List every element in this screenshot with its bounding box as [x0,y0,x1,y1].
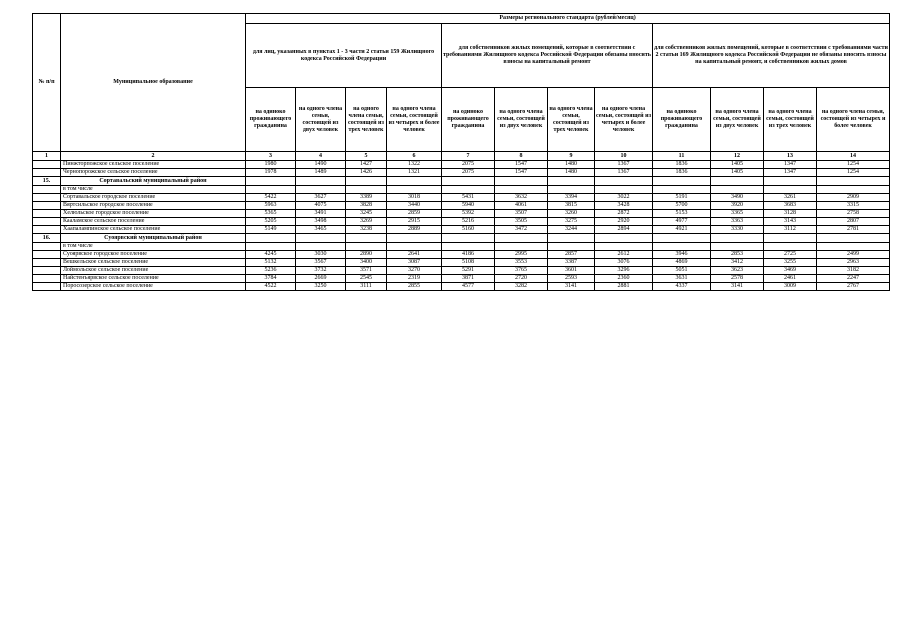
value-cell: 5216 [442,218,495,226]
empty-cell [711,234,764,243]
value-cell: 3275 [548,218,595,226]
column-number-cell: 11 [653,152,711,161]
empty-cell [442,243,495,251]
table-row [33,161,890,169]
value-cell: 5963 [246,202,296,210]
empty-cell [548,177,595,186]
empty-cell [246,177,296,186]
value-cell: 3363 [711,218,764,226]
value-cell: 3111 [346,283,387,291]
value-cell: 1836 [653,161,711,169]
value-cell: 5422 [246,194,296,202]
value-cell: 3920 [711,202,764,210]
column-number-cell: 4 [296,152,346,161]
col-subheader: на одного члена семьи, состоящей из четырех и более человек [387,88,442,152]
empty-cell [764,177,817,186]
table-row [33,251,890,259]
value-cell: 3076 [595,259,653,267]
value-cell: 3412 [711,259,764,267]
value-cell: 4245 [246,251,296,259]
column-number-cell: 5 [346,152,387,161]
empty-cell [764,186,817,194]
table-row [33,226,890,234]
empty-cell [442,186,495,194]
value-cell: 4186 [442,251,495,259]
value-cell: 3632 [495,194,548,202]
value-cell: 3270 [387,267,442,275]
value-cell: 2360 [595,275,653,283]
district-index-cell: 15. [33,177,61,186]
value-cell: 3567 [296,259,346,267]
value-cell: 2857 [548,251,595,259]
value-cell: 3683 [764,202,817,210]
value-cell: 2319 [387,275,442,283]
value-cell: 3871 [442,275,495,283]
value-cell: 3141 [548,283,595,291]
value-cell: 3022 [595,194,653,202]
row-index-cell [33,210,61,218]
value-cell: 3330 [711,226,764,234]
column-number-cell: 12 [711,152,764,161]
empty-cell [346,186,387,194]
column-number-cell: 9 [548,152,595,161]
value-cell: 5291 [442,267,495,275]
empty-cell [817,243,890,251]
value-cell: 5392 [442,210,495,218]
row-index-cell [33,275,61,283]
value-cell: 3260 [548,210,595,218]
table-row [33,218,890,226]
value-cell: 3112 [764,226,817,234]
value-cell: 3250 [296,283,346,291]
empty-cell [711,243,764,251]
value-cell: 2461 [764,275,817,283]
value-cell: 1254 [817,169,890,177]
value-cell: 1489 [296,169,346,177]
value-cell: 2641 [387,251,442,259]
table-row [33,259,890,267]
value-cell: 2499 [817,251,890,259]
value-cell: 3428 [595,202,653,210]
column-number-cell: 6 [387,152,442,161]
col-subheader: на одного члена семьи, состоящей из трех человек [548,88,595,152]
empty-cell [296,177,346,186]
value-cell: 1490 [296,161,346,169]
value-cell: 2578 [711,275,764,283]
col-subheader: на одного члена семьи, состоящей из двух человек [296,88,346,152]
value-cell: 3498 [296,218,346,226]
value-cell: 3631 [653,275,711,283]
value-cell: 2859 [387,210,442,218]
value-cell: 1321 [387,169,442,177]
value-cell: 1427 [346,161,387,169]
municipality-name-cell: Лоймольское сельское поселение [61,267,246,275]
district-name-cell: Суоярвский муниципальный район [61,234,246,243]
value-cell: 5191 [653,194,711,202]
value-cell: 3571 [346,267,387,275]
value-cell: 1405 [711,169,764,177]
including-row [33,186,890,194]
value-cell: 3018 [387,194,442,202]
regional-standard-table [32,13,890,291]
value-cell: 1547 [495,161,548,169]
value-cell: 3296 [595,267,653,275]
value-cell: 3469 [764,267,817,275]
district-name-cell: Сортавальский муниципальный район [61,177,246,186]
value-cell: 4061 [495,202,548,210]
value-cell: 5160 [442,226,495,234]
col-subheader: на одиноко проживающего гражданина [653,88,711,152]
value-cell: 2890 [346,251,387,259]
value-cell: 3623 [711,267,764,275]
value-cell: 3765 [495,267,548,275]
value-cell: 3238 [346,226,387,234]
empty-cell [595,186,653,194]
municipality-name-cell: Найстенъярвское сельское поселение [61,275,246,283]
empty-cell [296,234,346,243]
value-cell: 2909 [817,194,890,202]
value-cell: 4921 [653,226,711,234]
row-index-cell [33,161,61,169]
value-cell: 3182 [817,267,890,275]
value-cell: 1347 [764,161,817,169]
municipality-name-cell: Хелюльское городское поселение [61,210,246,218]
value-cell: 3732 [296,267,346,275]
empty-cell [387,177,442,186]
value-cell: 1426 [346,169,387,177]
value-cell: 2894 [595,226,653,234]
col-header-number: № п/п [33,14,61,152]
empty-cell [246,186,296,194]
value-cell: 1480 [548,161,595,169]
municipality-name-cell: Пинжторпожское сельское поселение [61,161,246,169]
value-cell: 2963 [817,259,890,267]
column-number-cell: 7 [442,152,495,161]
value-cell: 2669 [296,275,346,283]
municipality-name-cell: Кааламское сельское поселение [61,218,246,226]
value-cell: 2995 [495,251,548,259]
value-cell: 3507 [495,210,548,218]
value-cell: 3946 [653,251,711,259]
value-cell: 2920 [595,218,653,226]
value-cell: 3365 [711,210,764,218]
col-subheader: на одного члена семьи, состоящей из двух человек [711,88,764,152]
empty-cell [817,234,890,243]
municipality-name-cell: Суоярвское городское поселение [61,251,246,259]
col-subheader: на одного члена семьи, состоящей из трех человек [764,88,817,152]
empty-cell [653,186,711,194]
district-row [33,177,890,186]
value-cell: 3141 [711,283,764,291]
value-cell: 2545 [346,275,387,283]
value-cell: 3490 [711,194,764,202]
value-cell: 3261 [764,194,817,202]
value-cell: 3128 [764,210,817,218]
value-cell: 5051 [653,267,711,275]
empty-cell [653,243,711,251]
col-subheader: на одного члена семьи, состоящей из четырех и более человек [595,88,653,152]
value-cell: 1254 [817,161,890,169]
value-cell: 3491 [296,210,346,218]
row-index-cell [33,251,61,259]
value-cell: 3009 [764,283,817,291]
value-cell: 3627 [296,194,346,202]
empty-cell [495,186,548,194]
empty-cell [387,186,442,194]
value-cell: 2720 [495,275,548,283]
empty-cell [296,186,346,194]
value-cell: 2075 [442,169,495,177]
value-cell: 1322 [387,161,442,169]
value-cell: 3244 [548,226,595,234]
empty-cell [33,243,61,251]
empty-cell [764,234,817,243]
value-cell: 5236 [246,267,296,275]
col-subheader: на одного члена семьи, состоящей из двух человек [495,88,548,152]
value-cell: 2075 [442,161,495,169]
value-cell: 5365 [246,210,296,218]
empty-cell [346,243,387,251]
column-number-cell: 1 [33,152,61,161]
empty-cell [246,234,296,243]
empty-cell [296,243,346,251]
value-cell: 3143 [764,218,817,226]
value-cell: 3815 [548,202,595,210]
value-cell: 2758 [817,210,890,218]
empty-cell [387,243,442,251]
value-cell: 5431 [442,194,495,202]
value-cell: 5205 [246,218,296,226]
empty-cell [495,243,548,251]
empty-cell [817,186,890,194]
value-cell: 1367 [595,161,653,169]
value-cell: 2853 [711,251,764,259]
value-cell: 2889 [387,226,442,234]
table-row [33,283,890,291]
col-group-header-3: для собственников жилых помещений, которые в соответствии с требованиями части 2 статьи 169 Жилищного кодекса Российской Федерации не обязаны вносить взносы на капитальный ремонт, и собственников жилых домов [653,24,890,88]
regional-standard-table-sheet [32,13,889,291]
table-row [33,210,890,218]
value-cell: 2612 [595,251,653,259]
value-cell: 1347 [764,169,817,177]
table-row [33,202,890,210]
value-cell: 3553 [495,259,548,267]
value-cell: 2807 [817,218,890,226]
value-cell: 2881 [595,283,653,291]
value-cell: 3472 [495,226,548,234]
empty-cell [442,234,495,243]
value-cell: 3245 [346,210,387,218]
column-number-cell: 13 [764,152,817,161]
col-group-header-1: для лиц, указанных в пунктах 1 - 3 части 2 статьи 159 Жилищного кодекса Российской Федерации [246,24,442,88]
value-cell: 3394 [548,194,595,202]
value-cell: 5108 [442,259,495,267]
value-cell: 1405 [711,161,764,169]
value-cell: 4577 [442,283,495,291]
value-cell: 3387 [548,259,595,267]
value-cell: 1480 [548,169,595,177]
municipality-name-cell: Вешкельское сельское поселение [61,259,246,267]
value-cell: 3784 [246,275,296,283]
column-number-cell: 3 [246,152,296,161]
row-index-cell [33,194,61,202]
value-cell: 1978 [246,169,296,177]
empty-cell [495,234,548,243]
table-row [33,169,890,177]
value-cell: 5149 [246,226,296,234]
col-header-municipality: Муниципальное образование [61,14,246,152]
value-cell: 3465 [296,226,346,234]
value-cell: 2781 [817,226,890,234]
table-row [33,275,890,283]
col-subheader: на одиноко проживающего гражданина [442,88,495,152]
column-number-cell: 14 [817,152,890,161]
including-label-cell: в том числе [61,186,246,194]
row-index-cell [33,218,61,226]
municipality-name-cell: Чернопорожское сельское поселение [61,169,246,177]
table-row [33,267,890,275]
value-cell: 5132 [246,259,296,267]
value-cell: 4977 [653,218,711,226]
value-cell: 2247 [817,275,890,283]
including-row [33,243,890,251]
empty-cell [387,234,442,243]
empty-cell [595,177,653,186]
value-cell: 4522 [246,283,296,291]
empty-cell [817,177,890,186]
value-cell: 1547 [495,169,548,177]
row-index-cell [33,283,61,291]
value-cell: 3828 [346,202,387,210]
value-cell: 3440 [387,202,442,210]
row-index-cell [33,169,61,177]
col-subheader: на одного члена семьи, состоящей из четырех и более человек [817,88,890,152]
value-cell: 3315 [817,202,890,210]
empty-cell [246,243,296,251]
empty-cell [653,177,711,186]
empty-cell [442,177,495,186]
value-cell: 2915 [387,218,442,226]
column-number-cell: 8 [495,152,548,161]
column-number-cell: 10 [595,152,653,161]
value-cell: 5940 [442,202,495,210]
empty-cell [346,234,387,243]
municipality-name-cell: Поросозерское сельское поселение [61,283,246,291]
empty-cell [711,177,764,186]
empty-cell [653,234,711,243]
col-subheader: на одного члена семьи, состоящей из трех человек [346,88,387,152]
value-cell: 1836 [653,169,711,177]
empty-cell [548,234,595,243]
value-cell: 5153 [653,210,711,218]
municipality-name-cell: Сортавальское городское поселение [61,194,246,202]
municipality-name-cell: Хаапалампинское сельское поселение [61,226,246,234]
value-cell: 3030 [296,251,346,259]
value-cell: 1980 [246,161,296,169]
value-cell: 2872 [595,210,653,218]
value-cell: 2855 [387,283,442,291]
value-cell: 2725 [764,251,817,259]
empty-cell [33,186,61,194]
value-cell: 3087 [387,259,442,267]
row-index-cell [33,259,61,267]
including-label-cell: в том числе [61,243,246,251]
value-cell: 5700 [653,202,711,210]
row-index-cell [33,226,61,234]
empty-cell [495,177,548,186]
value-cell: 3505 [495,218,548,226]
value-cell: 3389 [346,194,387,202]
municipality-name-cell: Вяртсильское городское поселение [61,202,246,210]
row-index-cell [33,267,61,275]
col-header-main: Размеры регионального стандарта (рублей/месяц) [246,14,890,24]
value-cell: 3269 [346,218,387,226]
col-group-header-2: для собственников жилых помещений, которые в соответствии с требованиями Жилищного кодекса Российской Федерации обязаны вносить взносы на капитальный ремонт [442,24,653,88]
district-index-cell: 16. [33,234,61,243]
empty-cell [548,243,595,251]
value-cell: 4869 [653,259,711,267]
value-cell: 3601 [548,267,595,275]
value-cell: 4337 [653,283,711,291]
district-row [33,234,890,243]
value-cell: 2767 [817,283,890,291]
value-cell: 3255 [764,259,817,267]
empty-cell [711,186,764,194]
empty-cell [764,243,817,251]
value-cell: 3400 [346,259,387,267]
value-cell: 4075 [296,202,346,210]
table-row [33,194,890,202]
value-cell: 1367 [595,169,653,177]
empty-cell [595,243,653,251]
row-index-cell [33,202,61,210]
value-cell: 2593 [548,275,595,283]
empty-cell [548,186,595,194]
col-subheader: на одиноко проживающего гражданина [246,88,296,152]
value-cell: 3282 [495,283,548,291]
empty-cell [595,234,653,243]
column-number-cell: 2 [61,152,246,161]
empty-cell [346,177,387,186]
